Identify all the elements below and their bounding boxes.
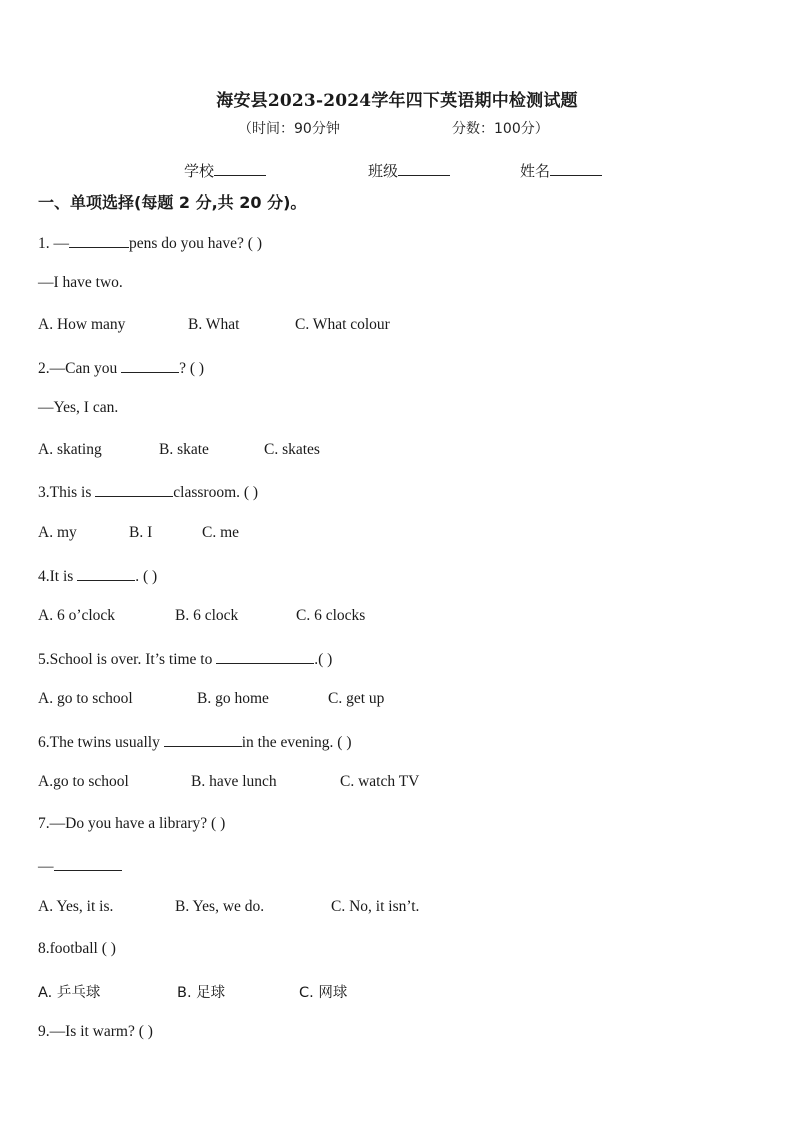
answer-blank[interactable] — [216, 649, 314, 664]
option-a[interactable]: A. 6 o’clock — [38, 607, 116, 624]
question-3-stem: 3.This is classroom. ( ) — [38, 484, 259, 501]
question-9-stem: 9.—Is it warm? ( ) — [38, 1023, 153, 1040]
option-a[interactable]: A. 乒乓球 — [38, 985, 101, 1001]
question-5-stem: 5.School is over. It’s time to .( ) — [38, 651, 333, 668]
question-1-reply: —I have two. — [38, 274, 123, 291]
option-c[interactable]: C. 网球 — [299, 985, 348, 1001]
option-c[interactable]: C. No, it isn’t. — [331, 898, 420, 915]
option-b[interactable]: B. What — [188, 316, 240, 333]
name-label: 姓名 — [520, 162, 551, 180]
option-c[interactable]: C. What colour — [295, 316, 390, 333]
question-4-stem: 4.It is . ( ) — [38, 568, 158, 585]
option-a[interactable]: A. go to school — [38, 690, 133, 707]
option-a[interactable]: A. How many — [38, 316, 126, 333]
option-a[interactable]: A.go to school — [38, 773, 129, 790]
question-2-stem: 2.—Can you ? ( ) — [38, 360, 205, 377]
option-b[interactable]: B. skate — [159, 441, 209, 458]
class-blank[interactable] — [398, 161, 450, 176]
question-2-reply: —Yes, I can. — [38, 399, 119, 416]
question-8-stem: 8.football ( ) — [38, 940, 116, 957]
class-field — [368, 160, 450, 181]
answer-blank[interactable] — [164, 732, 242, 747]
question-6-stem: 6.The twins usually in the evening. ( ) — [38, 734, 352, 751]
answer-blank[interactable] — [69, 233, 129, 248]
option-c[interactable]: C. get up — [328, 690, 385, 707]
option-c[interactable]: C. 6 clocks — [296, 607, 366, 624]
option-a[interactable]: A. Yes, it is. — [38, 898, 114, 915]
class-label: 班级 — [368, 162, 399, 180]
name-blank[interactable] — [550, 161, 602, 176]
answer-blank[interactable] — [77, 566, 135, 581]
exam-subtitle — [238, 118, 549, 138]
option-b[interactable]: B. go home — [197, 690, 269, 707]
option-b[interactable]: B. Yes, we do. — [175, 898, 265, 915]
name-field — [520, 160, 602, 181]
total-score: 分数：100分） — [452, 121, 549, 137]
option-a[interactable]: A. my — [38, 524, 77, 541]
option-c[interactable]: C. skates — [264, 441, 320, 458]
answer-blank[interactable] — [54, 856, 122, 871]
option-c[interactable]: C. me — [202, 524, 240, 541]
school-blank[interactable] — [214, 161, 266, 176]
question-1-stem: 1. — pens do you have? ( ) — [38, 235, 262, 252]
school-field — [184, 160, 266, 181]
option-b[interactable]: B. I — [129, 524, 153, 541]
answer-blank[interactable] — [95, 482, 173, 497]
exam-title: 海安县2023-2024学年四下英语期中检测试题 — [216, 91, 578, 111]
option-b[interactable]: B. 足球 — [177, 985, 226, 1001]
question-7-reply: — — [38, 856, 122, 876]
question-7-stem: 7.—Do you have a library? ( ) — [38, 815, 226, 832]
section-heading: 一、单项选择(每题 2 分,共 20 分)。 — [38, 193, 307, 212]
time-limit: （时间：90分钟 — [238, 121, 340, 137]
option-b[interactable]: B. 6 clock — [175, 607, 239, 624]
school-label: 学校 — [184, 162, 215, 180]
option-b[interactable]: B. have lunch — [191, 773, 277, 790]
answer-blank[interactable] — [121, 358, 179, 373]
option-a[interactable]: A. skating — [38, 441, 102, 458]
option-c[interactable]: C. watch TV — [340, 773, 420, 790]
